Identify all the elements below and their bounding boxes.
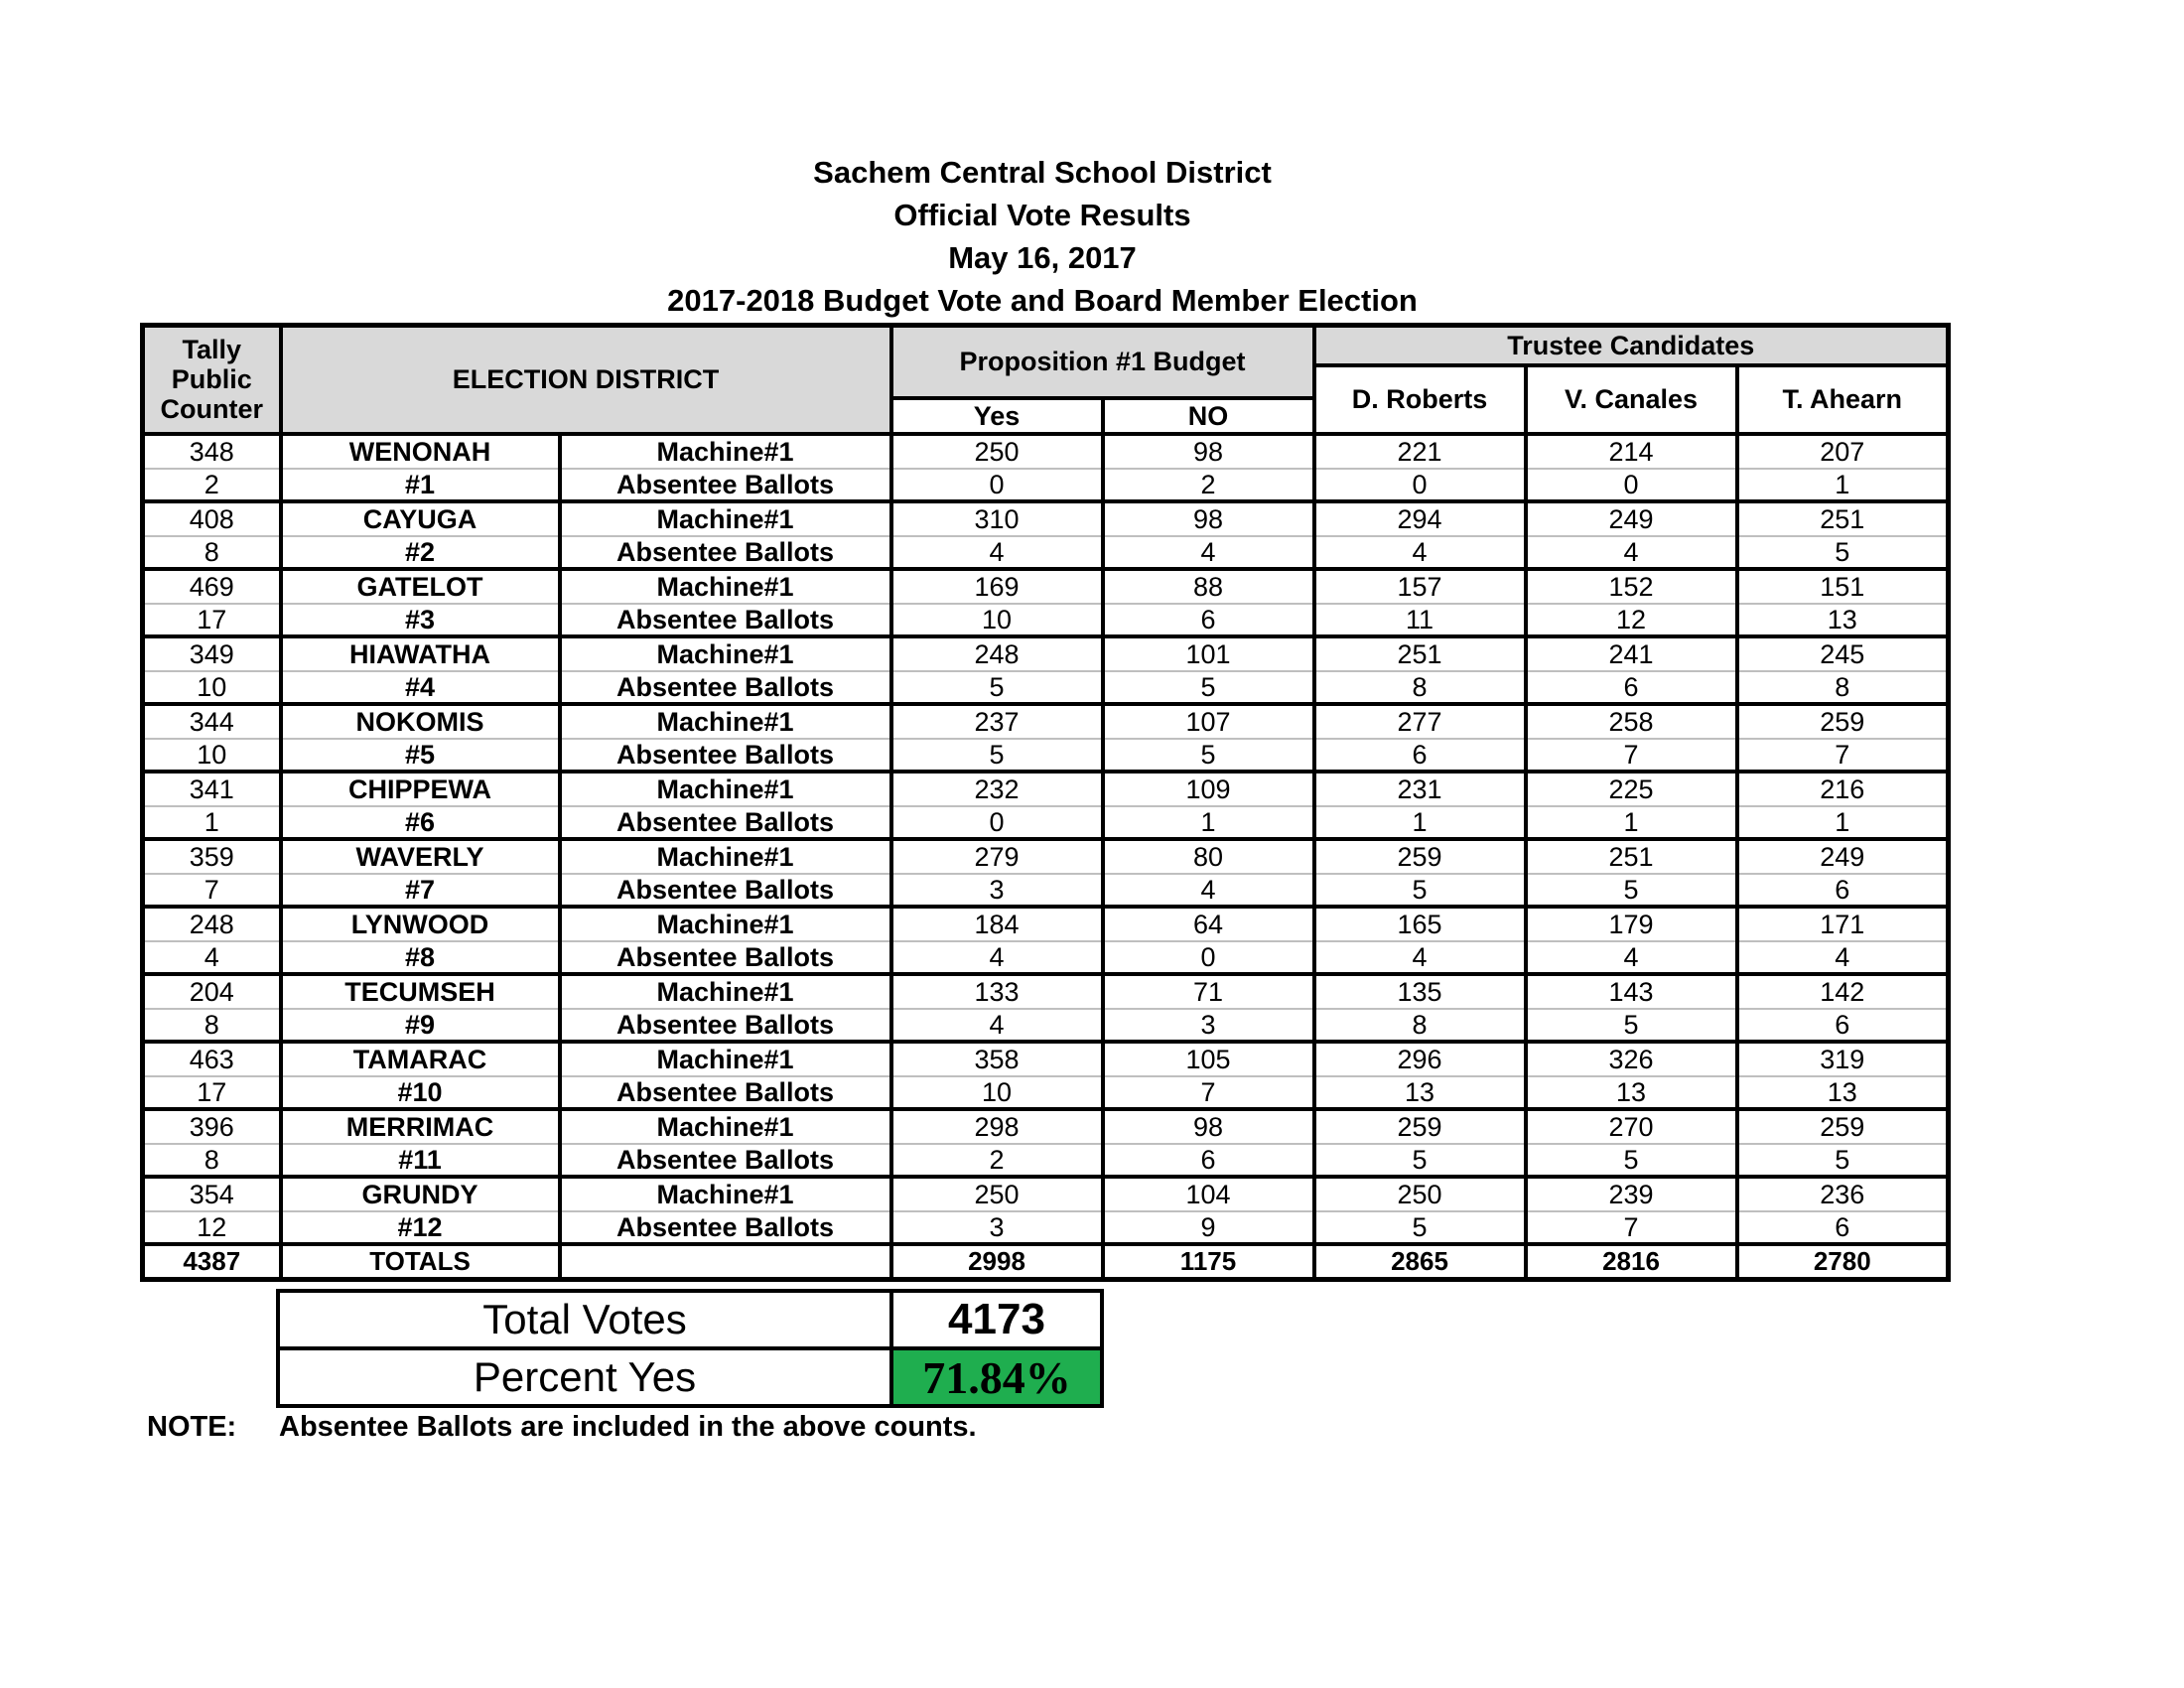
canales-cell: 5 (1526, 874, 1737, 907)
yes-cell: 4 (891, 536, 1103, 569)
yes-cell: 0 (891, 469, 1103, 501)
table-row (143, 839, 1949, 874)
ballot-type: Machine#1 (560, 839, 891, 874)
totals-ahearn: 2780 (1737, 1244, 1949, 1280)
district-name: MERRIMAC (281, 1109, 560, 1144)
canales-cell: 12 (1526, 604, 1737, 636)
canales-cell: 143 (1526, 974, 1737, 1009)
totals-tally: 4387 (143, 1244, 281, 1280)
ballot-type: Absentee Ballots (560, 671, 891, 704)
district-number: #6 (281, 806, 560, 839)
header-candidate-roberts: D. Roberts (1314, 365, 1526, 434)
title-date: May 16, 2017 (948, 240, 1137, 275)
totals-no: 1175 (1103, 1244, 1314, 1280)
roberts-cell: 259 (1314, 1109, 1526, 1144)
title-results: Official Vote Results (893, 198, 1191, 232)
district-number: #11 (281, 1144, 560, 1177)
canales-cell: 13 (1526, 1076, 1737, 1109)
ahearn-cell: 6 (1737, 874, 1949, 907)
roberts-cell: 8 (1314, 671, 1526, 704)
table-row (143, 1042, 1949, 1076)
ballot-type: Absentee Ballots (560, 874, 891, 907)
ahearn-cell: 207 (1737, 434, 1949, 469)
tally-counter-cell: 7 (143, 874, 281, 907)
yes-cell: 10 (891, 1076, 1103, 1109)
header-election-district: ELECTION DISTRICT (281, 326, 891, 434)
yes-cell: 4 (891, 941, 1103, 974)
tally-counter-cell: 408 (143, 501, 281, 536)
yes-cell: 184 (891, 907, 1103, 941)
table-row (143, 604, 1949, 636)
yes-cell: 298 (891, 1109, 1103, 1144)
district-name: WAVERLY (281, 839, 560, 874)
header-candidate-canales: V. Canales (1526, 365, 1737, 434)
no-cell: 98 (1103, 1109, 1314, 1144)
district-number: #5 (281, 739, 560, 772)
district-number: #1 (281, 469, 560, 501)
roberts-cell: 294 (1314, 501, 1526, 536)
ballot-type: Absentee Ballots (560, 739, 891, 772)
no-cell: 6 (1103, 1144, 1314, 1177)
district-name: TAMARAC (281, 1042, 560, 1076)
no-cell: 80 (1103, 839, 1314, 874)
ballot-type: Absentee Ballots (560, 1211, 891, 1244)
table-row (143, 569, 1949, 604)
roberts-cell: 11 (1314, 604, 1526, 636)
roberts-cell: 8 (1314, 1009, 1526, 1042)
no-cell: 6 (1103, 604, 1314, 636)
roberts-cell: 165 (1314, 907, 1526, 941)
district-name: HIAWATHA (281, 636, 560, 671)
no-cell: 3 (1103, 1009, 1314, 1042)
tally-counter-cell: 4 (143, 941, 281, 974)
canales-cell: 152 (1526, 569, 1737, 604)
table-row (143, 704, 1949, 739)
ahearn-cell: 5 (1737, 536, 1949, 569)
title-district: Sachem Central School District (813, 155, 1272, 190)
tally-counter-cell: 8 (143, 536, 281, 569)
tally-counter-cell: 248 (143, 907, 281, 941)
table-row (143, 874, 1949, 907)
no-cell: 109 (1103, 772, 1314, 806)
tally-counter-cell: 10 (143, 671, 281, 704)
yes-cell: 5 (891, 671, 1103, 704)
yes-cell: 237 (891, 704, 1103, 739)
roberts-cell: 296 (1314, 1042, 1526, 1076)
ahearn-cell: 8 (1737, 671, 1949, 704)
ballot-type: Machine#1 (560, 1042, 891, 1076)
ahearn-cell: 7 (1737, 739, 1949, 772)
tally-counter-cell: 12 (143, 1211, 281, 1244)
ballot-type: Machine#1 (560, 569, 891, 604)
roberts-cell: 277 (1314, 704, 1526, 739)
ballot-type: Machine#1 (560, 1177, 891, 1211)
yes-cell: 10 (891, 604, 1103, 636)
table-row (143, 1076, 1949, 1109)
no-cell: 1 (1103, 806, 1314, 839)
ballot-type: Absentee Ballots (560, 1009, 891, 1042)
canales-cell: 5 (1526, 1009, 1737, 1042)
tally-counter-cell: 469 (143, 569, 281, 604)
no-cell: 71 (1103, 974, 1314, 1009)
ahearn-cell: 4 (1737, 941, 1949, 974)
canales-cell: 6 (1526, 671, 1737, 704)
totals-canales: 2816 (1526, 1244, 1737, 1280)
ahearn-cell: 1 (1737, 469, 1949, 501)
yes-cell: 232 (891, 772, 1103, 806)
tally-counter-cell: 17 (143, 1076, 281, 1109)
yes-cell: 250 (891, 1177, 1103, 1211)
ballot-type: Absentee Ballots (560, 941, 891, 974)
table-row (143, 671, 1949, 704)
ahearn-cell: 259 (1737, 704, 1949, 739)
canales-cell: 0 (1526, 469, 1737, 501)
table-row (143, 772, 1949, 806)
no-cell: 5 (1103, 671, 1314, 704)
totals-row (143, 1244, 1949, 1280)
no-cell: 101 (1103, 636, 1314, 671)
ballot-type: Machine#1 (560, 704, 891, 739)
ballot-type: Machine#1 (560, 1109, 891, 1144)
tally-counter-cell: 1 (143, 806, 281, 839)
roberts-cell: 259 (1314, 839, 1526, 874)
district-name: WENONAH (281, 434, 560, 469)
ballot-type: Machine#1 (560, 636, 891, 671)
ahearn-cell: 236 (1737, 1177, 1949, 1211)
totals-yes: 2998 (891, 1244, 1103, 1280)
tally-counter-cell: 2 (143, 469, 281, 501)
ballot-type: Machine#1 (560, 974, 891, 1009)
header-proposition: Proposition #1 Budget (891, 326, 1314, 398)
header-no: NO (1103, 398, 1314, 434)
canales-cell: 1 (1526, 806, 1737, 839)
ahearn-cell: 216 (1737, 772, 1949, 806)
ballot-type: Absentee Ballots (560, 806, 891, 839)
percent-yes-label: Percent Yes (278, 1348, 891, 1406)
table-row (143, 974, 1949, 1009)
tally-counter-cell: 348 (143, 434, 281, 469)
district-name: GRUNDY (281, 1177, 560, 1211)
summary-table (276, 1289, 1104, 1408)
roberts-cell: 1 (1314, 806, 1526, 839)
tally-counter-cell: 344 (143, 704, 281, 739)
table-row (143, 469, 1949, 501)
ahearn-cell: 251 (1737, 501, 1949, 536)
yes-cell: 3 (891, 1211, 1103, 1244)
canales-cell: 5 (1526, 1144, 1737, 1177)
tally-counter-cell: 359 (143, 839, 281, 874)
ahearn-cell: 13 (1737, 1076, 1949, 1109)
tally-counter-cell: 204 (143, 974, 281, 1009)
no-cell: 9 (1103, 1211, 1314, 1244)
roberts-cell: 231 (1314, 772, 1526, 806)
ballot-type: Absentee Ballots (560, 604, 891, 636)
canales-cell: 249 (1526, 501, 1737, 536)
table-row (143, 434, 1949, 469)
canales-cell: 239 (1526, 1177, 1737, 1211)
table-row (143, 1009, 1949, 1042)
no-cell: 64 (1103, 907, 1314, 941)
yes-cell: 169 (891, 569, 1103, 604)
ahearn-cell: 249 (1737, 839, 1949, 874)
table-row (143, 941, 1949, 974)
ahearn-cell: 245 (1737, 636, 1949, 671)
tally-counter-cell: 8 (143, 1009, 281, 1042)
note-text: Absentee Ballots are included in the above counts. (279, 1411, 977, 1443)
no-cell: 0 (1103, 941, 1314, 974)
district-number: #9 (281, 1009, 560, 1042)
yes-cell: 0 (891, 806, 1103, 839)
ahearn-cell: 13 (1737, 604, 1949, 636)
tally-counter-cell: 396 (143, 1109, 281, 1144)
document-title (0, 151, 2085, 322)
district-name: GATELOT (281, 569, 560, 604)
table-row (143, 1109, 1949, 1144)
roberts-cell: 4 (1314, 536, 1526, 569)
canales-cell: 326 (1526, 1042, 1737, 1076)
no-cell: 7 (1103, 1076, 1314, 1109)
roberts-cell: 4 (1314, 941, 1526, 974)
roberts-cell: 13 (1314, 1076, 1526, 1109)
table-row (143, 806, 1949, 839)
ballot-type: Absentee Ballots (560, 1076, 891, 1109)
roberts-cell: 5 (1314, 874, 1526, 907)
tally-counter-cell: 463 (143, 1042, 281, 1076)
no-cell: 5 (1103, 739, 1314, 772)
district-name: NOKOMIS (281, 704, 560, 739)
results-table (140, 323, 1951, 1282)
no-cell: 4 (1103, 536, 1314, 569)
district-name: CAYUGA (281, 501, 560, 536)
district-name: CHIPPEWA (281, 772, 560, 806)
roberts-cell: 221 (1314, 434, 1526, 469)
no-cell: 98 (1103, 501, 1314, 536)
table-row (143, 1211, 1949, 1244)
header-yes: Yes (891, 398, 1103, 434)
totals-blank (560, 1244, 891, 1280)
ballot-type: Machine#1 (560, 907, 891, 941)
district-number: #12 (281, 1211, 560, 1244)
table-row (143, 636, 1949, 671)
canales-cell: 225 (1526, 772, 1737, 806)
header-candidate-ahearn: T. Ahearn (1737, 365, 1949, 434)
roberts-cell: 5 (1314, 1211, 1526, 1244)
canales-cell: 258 (1526, 704, 1737, 739)
yes-cell: 3 (891, 874, 1103, 907)
percent-yes-value: 71.84% (891, 1348, 1102, 1406)
roberts-cell: 6 (1314, 739, 1526, 772)
yes-cell: 358 (891, 1042, 1103, 1076)
district-rows (143, 434, 1949, 1244)
ballot-type: Machine#1 (560, 772, 891, 806)
ballot-type: Absentee Ballots (560, 469, 891, 501)
canales-cell: 214 (1526, 434, 1737, 469)
tally-counter-cell: 354 (143, 1177, 281, 1211)
roberts-cell: 135 (1314, 974, 1526, 1009)
ahearn-cell: 319 (1737, 1042, 1949, 1076)
note-label: NOTE: (147, 1411, 237, 1443)
district-number: #10 (281, 1076, 560, 1109)
ahearn-cell: 171 (1737, 907, 1949, 941)
tally-counter-cell: 8 (143, 1144, 281, 1177)
no-cell: 105 (1103, 1042, 1314, 1076)
yes-cell: 310 (891, 501, 1103, 536)
header-trustee-candidates: Trustee Candidates (1314, 326, 1949, 365)
canales-cell: 7 (1526, 1211, 1737, 1244)
table-row (143, 907, 1949, 941)
table-row (143, 536, 1949, 569)
table-row (143, 1177, 1949, 1211)
tally-counter-cell: 10 (143, 739, 281, 772)
ballot-type: Absentee Ballots (560, 536, 891, 569)
ahearn-cell: 6 (1737, 1009, 1949, 1042)
table-row (143, 739, 1949, 772)
district-number: #2 (281, 536, 560, 569)
canales-cell: 179 (1526, 907, 1737, 941)
tally-counter-cell: 17 (143, 604, 281, 636)
ballot-type: Machine#1 (560, 434, 891, 469)
roberts-cell: 5 (1314, 1144, 1526, 1177)
ballot-type: Absentee Ballots (560, 1144, 891, 1177)
tally-counter-cell: 349 (143, 636, 281, 671)
ahearn-cell: 151 (1737, 569, 1949, 604)
tally-counter-cell: 341 (143, 772, 281, 806)
roberts-cell: 251 (1314, 636, 1526, 671)
no-cell: 107 (1103, 704, 1314, 739)
canales-cell: 251 (1526, 839, 1737, 874)
ahearn-cell: 1 (1737, 806, 1949, 839)
canales-cell: 7 (1526, 739, 1737, 772)
yes-cell: 248 (891, 636, 1103, 671)
table-row (143, 501, 1949, 536)
yes-cell: 5 (891, 739, 1103, 772)
yes-cell: 133 (891, 974, 1103, 1009)
district-number: #3 (281, 604, 560, 636)
canales-cell: 4 (1526, 941, 1737, 974)
ahearn-cell: 6 (1737, 1211, 1949, 1244)
header-tally: Tally Public Counter (143, 326, 281, 434)
roberts-cell: 0 (1314, 469, 1526, 501)
ballot-type: Machine#1 (560, 501, 891, 536)
ahearn-cell: 5 (1737, 1144, 1949, 1177)
total-votes-label: Total Votes (278, 1291, 891, 1348)
table-row (143, 1144, 1949, 1177)
district-number: #4 (281, 671, 560, 704)
no-cell: 104 (1103, 1177, 1314, 1211)
canales-cell: 270 (1526, 1109, 1737, 1144)
canales-cell: 241 (1526, 636, 1737, 671)
yes-cell: 4 (891, 1009, 1103, 1042)
no-cell: 98 (1103, 434, 1314, 469)
ahearn-cell: 259 (1737, 1109, 1949, 1144)
no-cell: 4 (1103, 874, 1314, 907)
yes-cell: 250 (891, 434, 1103, 469)
no-cell: 88 (1103, 569, 1314, 604)
roberts-cell: 157 (1314, 569, 1526, 604)
district-name: TECUMSEH (281, 974, 560, 1009)
title-election: 2017-2018 Budget Vote and Board Member Election (667, 283, 1418, 318)
district-number: #7 (281, 874, 560, 907)
totals-label: TOTALS (281, 1244, 560, 1280)
no-cell: 2 (1103, 469, 1314, 501)
total-votes-value: 4173 (891, 1291, 1102, 1348)
roberts-cell: 250 (1314, 1177, 1526, 1211)
district-name: LYNWOOD (281, 907, 560, 941)
canales-cell: 4 (1526, 536, 1737, 569)
totals-roberts: 2865 (1314, 1244, 1526, 1280)
yes-cell: 2 (891, 1144, 1103, 1177)
district-number: #8 (281, 941, 560, 974)
yes-cell: 279 (891, 839, 1103, 874)
ahearn-cell: 142 (1737, 974, 1949, 1009)
